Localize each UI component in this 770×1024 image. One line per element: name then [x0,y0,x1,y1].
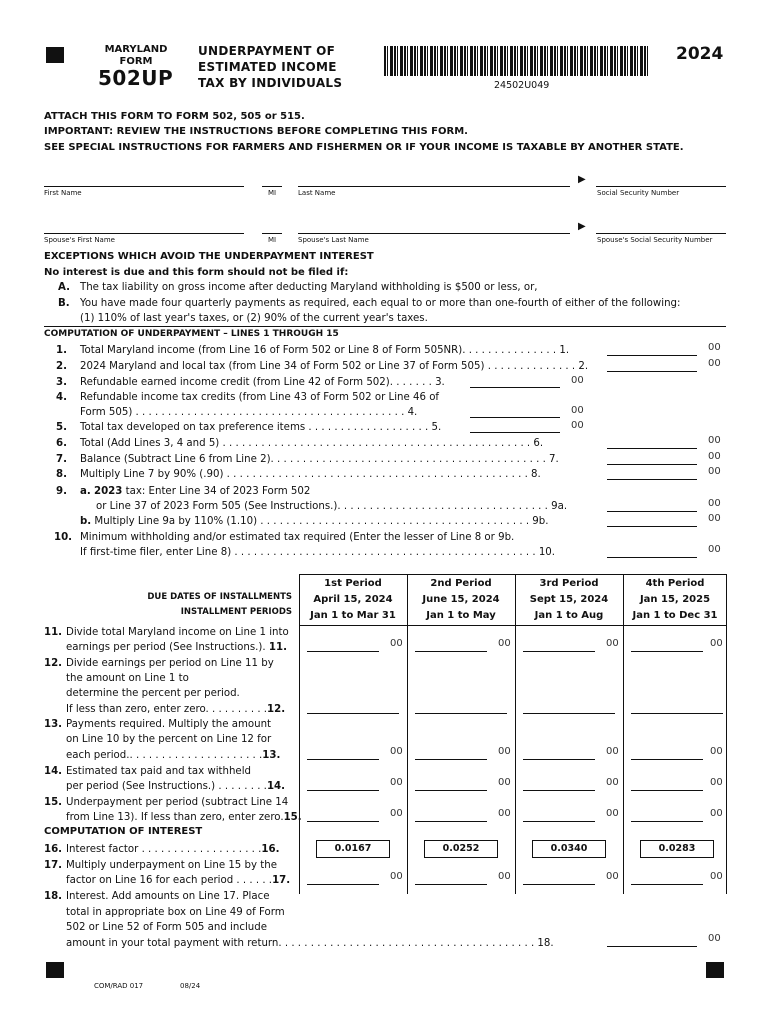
line-14-number: 14. [44,766,63,777]
line-14-period-1-cents: 00 [390,777,403,788]
line-6-input[interactable] [607,436,697,449]
line-7-number: 7. [56,454,67,465]
line-18-cents: 00 [708,933,721,944]
line-17-period-3-cents: 00 [606,871,619,882]
line-4-number: 4. [56,392,67,403]
line-5-input[interactable] [470,420,560,433]
form-number: 502UP [98,66,174,90]
line-15-period-1-input[interactable] [307,809,379,822]
spouse-first-name-label: Spouse's First Name [44,236,115,244]
line-17-number: 17. [44,860,63,871]
exceptions-subheading: No interest is due and this form should not be filed if: [44,267,349,278]
table-header-border [299,625,727,626]
corner-mark-bottom-right [706,962,724,978]
line-15-period-4-cents: 00 [710,808,723,819]
line-9a-label: a. [80,486,91,497]
line-9b-cents: 00 [708,513,721,524]
form-code: COM/RAD 017 [94,982,144,990]
line-11-ref: 11. [268,642,287,653]
line-15-period-1-cents: 00 [390,808,403,819]
line-1-cents: 00 [708,342,721,353]
line-5-number: 5. [56,422,67,433]
corner-mark-top-left [46,47,64,63]
line-17-period-1-input[interactable] [307,872,379,885]
line-12-text-3: determine the percent per period. [66,688,240,699]
line-17-ref: 17. [272,875,291,886]
spouse-mi-label: MI [268,236,277,244]
line-3-input[interactable] [470,375,560,388]
line-2-cents: 00 [708,358,721,369]
line-4-text: Refundable income tax credits (from Line 43 of Form 502 or Line 46 of [80,392,440,403]
line-6-cents: 00 [708,435,721,446]
line-17-period-2-cents: 00 [498,871,511,882]
table-top-border [299,574,727,575]
period-3-header [515,576,623,624]
important-instruction: IMPORTANT: REVIEW THE INSTRUCTIONS BEFORE COMPLETING THIS FORM. [44,126,468,137]
line-15-number: 15. [44,797,63,808]
line-13-text-3: each period.. . . . . . . . . . . . . . . . . . . . . [66,750,263,761]
line-12-period-3-input[interactable] [523,701,615,714]
interest-factor-period-1: 0.0167 [316,840,390,858]
period-4-name: 4th Period [645,578,705,589]
line-18-text-3: 502 or Line 52 of Form 505 and include [66,922,267,933]
line-10-number: 10. [54,532,73,543]
spouse-ssn-field[interactable] [596,232,726,234]
form-word: FORM [119,56,153,67]
line-13-period-3-cents: 00 [606,746,619,757]
line-7-cents: 00 [708,451,721,462]
period-2-header [407,576,515,624]
period-1-header [299,576,407,624]
line-6-number: 6. [56,438,67,449]
line-13-ref: 13. [262,750,281,761]
line-1-number: 1. [56,345,67,356]
exception-b-text: You have made four quarterly payments as required, each equal to or more than one-fourth of either of the following: [80,298,681,309]
line-17-text-2: factor on Line 16 for each period . . . . . . [66,875,273,886]
exception-a-text: The tax liability on gross income after deducting Maryland withholding is $500 or less, or, [80,282,538,293]
due-dates-label: DUE DATES OF INSTALLMENTS [147,592,292,602]
line-2-input[interactable] [607,359,697,372]
form-title-3: TAX BY INDIVIDUALS [198,76,343,90]
line-14-period-2-input[interactable] [415,778,487,791]
spouse-first-name-field[interactable] [44,232,244,234]
line-11-period-4-input[interactable] [631,639,703,652]
period-1-name: 1st Period [324,578,382,589]
line-6-text: Total (Add Lines 3, 4 and 5) . . . . . . . . . . . . . . . . . . . . . . . . . . . . . . . . . . . . . . . . . . . . . . . . 6. [80,438,544,449]
form-revision-date: 08/24 [180,982,201,990]
line-11-period-1-input[interactable] [307,639,379,652]
line-4-cents: 00 [571,405,584,416]
period-4-header [621,576,729,624]
corner-mark-bottom-left [46,962,64,978]
line-10-cents: 00 [708,544,721,555]
period-3-range: Jan 1 to Aug [534,610,604,621]
line-12-ref: 12. [267,704,286,715]
period-4-due: Jan 15, 2025 [639,594,711,605]
arrow-icon: ▶ [578,174,586,185]
period-2-due: June 15, 2024 [422,594,500,605]
line-1-input[interactable] [607,343,697,356]
line-12-text-4: If less than zero, enter zero. . . . . . . . . . [66,704,268,715]
line-11-number: 11. [44,627,63,638]
line-4-input[interactable] [470,405,560,418]
line-13-text: Payments required. Multiply the amount [66,719,272,730]
period-3-due: Sept 15, 2024 [529,594,609,605]
interest-factor-period-3: 0.0340 [532,840,606,858]
line-14-period-4-input[interactable] [631,778,703,791]
line-18-text: Interest. Add amounts on Line 17. Place [66,891,270,902]
line-2-text: 2024 Maryland and local tax (from Line 34 of Form 502 or Line 37 of Form 505) . . . . . . . . . . . . . . 2. [80,361,589,372]
line-9a-input[interactable] [607,499,697,512]
line-17-period-4-cents: 00 [710,871,723,882]
line-1-text: Total Maryland income (from Line 16 of Form 502 or Line 8 of Form 505NR). . . . . . . . . . . . . . . 1. [80,345,570,356]
line-11-period-4-cents: 00 [710,638,723,649]
line-13-period-4-input[interactable] [631,747,703,760]
last-name-label: Last Name [298,189,336,197]
interest-factor-period-2: 0.0252 [424,840,498,858]
line-9a-text: tax: Enter Line 34 of 2023 Form 502 [125,486,311,497]
line-15-period-2-cents: 00 [498,808,511,819]
line-9b-label: b. [80,516,92,527]
line-13-period-1-cents: 00 [390,746,403,757]
line-8-text: Multiply Line 7 by 90% (.90) . . . . . . . . . . . . . . . . . . . . . . . . . . . . . . . . . . . . . . . . . . . . . . . 8. [80,469,541,480]
line-18-input[interactable] [607,934,697,947]
tax-year: 2024 [676,44,724,64]
period-3-name: 3rd Period [539,578,599,589]
line-13-period-2-input[interactable] [415,747,487,760]
line-9a-cents: 00 [708,498,721,509]
line-14-period-1-input[interactable] [307,778,379,791]
period-2-name: 2nd Period [430,578,492,589]
line-5-cents: 00 [571,420,584,431]
line-14-text: Estimated tax paid and tax withheld [66,766,251,777]
last-name-field[interactable] [298,185,570,187]
mi-field[interactable] [262,185,282,187]
line-9b-input[interactable] [607,514,697,527]
line-11-text-2: earnings per period (See Instructions.). [66,642,266,653]
line-18-text-4: amount in your total payment with return. . . . . . . . . . . . . . . . . . . . . . . . . . . . . . . . . . . . . . . . 18. [66,938,554,949]
spouse-mi-field[interactable] [262,232,282,234]
line-15-period-2-input[interactable] [415,809,487,822]
first-name-field[interactable] [44,185,244,187]
line-15-period-3-input[interactable] [523,809,595,822]
line-9a-text-2: or Line 37 of 2023 Form 505 (See Instructions.). . . . . . . . . . . . . . . . . . . . . . . . . . . . . . . . . 9a. [96,501,568,512]
line-12-period-2-input[interactable] [415,701,507,714]
line-17-period-1-cents: 00 [390,871,403,882]
line-3-cents: 00 [571,375,584,386]
line-17-period-2-input[interactable] [415,872,487,885]
line-11-period-3-cents: 00 [606,638,619,649]
line-15-period-4-input[interactable] [631,809,703,822]
line-14-ref: 14. [266,781,285,792]
arrow-icon: ▶ [578,221,586,232]
line-11-text: Divide total Maryland income on Line 1 into [66,627,289,638]
barcode-text: 24502U049 [494,80,550,91]
line-13-number: 13. [44,719,63,730]
line-12-text-2: the amount on Line 1 to [66,673,189,684]
line-14-period-4-cents: 00 [710,777,723,788]
line-15-text: Underpayment per period (subtract Line 14 [66,797,289,808]
line-12-period-4-input[interactable] [631,701,723,714]
exception-b-text-2: (1) 110% of last year's taxes, or (2) 90% of the current year's taxes. [80,313,428,324]
computation-heading: COMPUTATION OF UNDERPAYMENT – LINES 1 THROUGH 15 [44,329,339,339]
line-11-period-3-input[interactable] [523,639,595,652]
ssn-label: Social Security Number [597,189,680,197]
line-13-text-2: on Line 10 by the percent on Line 12 for [66,734,272,745]
spouse-ssn-label: Spouse's Social Security Number [597,236,713,244]
period-1-due: April 15, 2024 [313,594,393,605]
line-13-period-2-cents: 00 [498,746,511,757]
line-14-period-3-input[interactable] [523,778,595,791]
line-11-period-2-input[interactable] [415,639,487,652]
line-16-text: Interest factor . . . . . . . . . . . . . . . . . . . [66,844,262,855]
line-16-ref: 16. [261,844,280,855]
period-1-range: Jan 1 to Mar 31 [310,610,396,621]
period-2-range: Jan 1 to May [426,610,496,621]
exceptions-heading: EXCEPTIONS WHICH AVOID THE UNDERPAYMENT INTEREST [44,251,374,262]
line-13-period-3-input[interactable] [523,747,595,760]
line-10-text: Minimum withholding and/or estimated tax required (Enter the lesser of Line 8 or 9b. [80,532,515,543]
line-12-text: Divide earnings per period on Line 11 by [66,658,274,669]
line-15-ref: 15. [283,812,302,823]
spouse-last-name-label: Spouse's Last Name [298,236,369,244]
line-18-number: 18. [44,891,63,902]
line-8-cents: 00 [708,466,721,477]
attach-instruction: ATTACH THIS FORM TO FORM 502, 505 or 515. [44,111,305,122]
line-10-input[interactable] [607,545,697,558]
line-14-period-3-cents: 00 [606,777,619,788]
line-4-text-2: Form 505) . . . . . . . . . . . . . . . . . . . . . . . . . . . . . . . . . . . . . . . . . . 4. [80,407,418,418]
spouse-last-name-field[interactable] [298,232,570,234]
line-14-text-2: per period (See Instructions.) . . . . . . . . [66,781,267,792]
line-18-text-2: total in appropriate box on Line 49 of Form [66,907,285,918]
first-name-label: First Name [44,189,82,197]
line-14-period-2-cents: 00 [498,777,511,788]
line-11-period-2-cents: 00 [498,638,511,649]
line-10-text-2: If first-time filer, enter Line 8) . . . . . . . . . . . . . . . . . . . . . . . . . . . . . . . . . . . . . . . . . . . . . . . 10. [80,547,556,558]
line-3-text: Refundable earned income credit (from Line 42 of Form 502). . . . . . . 3. [80,377,445,388]
line-17-period-3-input[interactable] [523,872,595,885]
line-16-number: 16. [44,844,63,855]
state-label: MARYLAND [104,44,168,55]
exception-a-label: A. [58,282,70,293]
line-13-period-1-input[interactable] [307,747,379,760]
interest-heading: COMPUTATION OF INTEREST [44,826,203,837]
line-9-number: 9. [56,486,67,497]
period-4-range: Jan 1 to Dec 31 [632,610,718,621]
line-8-number: 8. [56,469,67,480]
line-17-text: Multiply underpayment on Line 15 by the [66,860,277,871]
line-2-number: 2. [56,361,67,372]
line-7-text: Balance (Subtract Line 6 from Line 2). . . . . . . . . . . . . . . . . . . . . . . . . . . . . . . . . . . . . . . . . . . 7. [80,454,559,465]
form-title-1: UNDERPAYMENT OF [198,44,336,58]
line-8-input[interactable] [607,467,697,480]
barcode [384,46,648,76]
line-5-text: Total tax developed on tax preference items . . . . . . . . . . . . . . . . . . . 5. [80,422,442,433]
special-instruction: SEE SPECIAL INSTRUCTIONS FOR FARMERS AND FISHERMEN OR IF YOUR INCOME IS TAXABLE BY ANOTHER STATE. [44,142,684,153]
line-7-input[interactable] [607,452,697,465]
mi-label: MI [268,189,277,197]
ssn-field[interactable] [596,185,726,187]
line-9b-text: Multiply Line 9a by 110% (1.10) . . . . . . . . . . . . . . . . . . . . . . . . . . . . . . . . . . . . . . . . . . 9b. [94,516,549,527]
line-3-number: 3. [56,377,67,388]
line-15-text-2: from Line 13). If less than zero, enter zero. [66,812,284,823]
exception-b-label: B. [58,298,70,309]
line-9a-year: 2023 [94,486,123,497]
line-17-period-4-input[interactable] [631,872,703,885]
interest-factor-period-4: 0.0283 [640,840,714,858]
line-11-period-1-cents: 00 [390,638,403,649]
line-12-number: 12. [44,658,63,669]
divider [44,326,726,327]
installment-periods-label: INSTALLMENT PERIODS [180,607,292,617]
line-15-period-3-cents: 00 [606,808,619,819]
line-12-period-1-input[interactable] [307,701,399,714]
line-13-period-4-cents: 00 [710,746,723,757]
form-title-2: ESTIMATED INCOME [198,60,337,74]
